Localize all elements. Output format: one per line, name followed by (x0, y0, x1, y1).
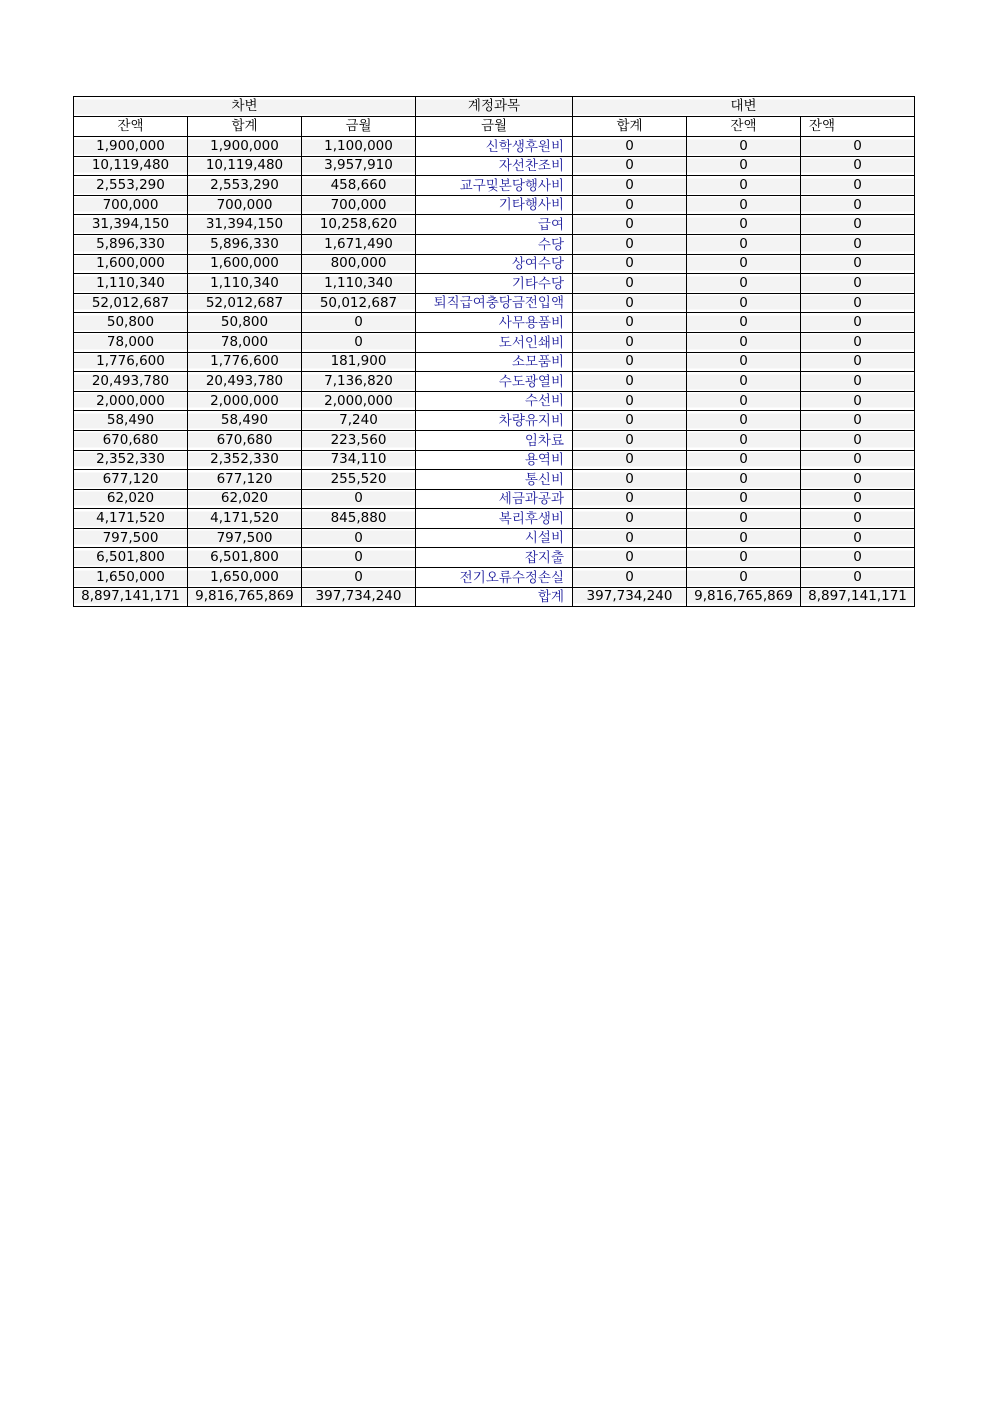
account-name-cell: 도서인쇄비 (416, 332, 573, 352)
debit-month-cell: 181,900 (302, 352, 416, 372)
credit-balance-cell: 0 (801, 509, 915, 529)
account-name-cell: 복리후생비 (416, 509, 573, 529)
credit-balance-cell: 0 (801, 470, 915, 490)
account-name-cell: 시설비 (416, 528, 573, 548)
account-name-cell: 수당 (416, 234, 573, 254)
credit-month-cell: 0 (573, 528, 687, 548)
debit-total-cell: 700,000 (188, 195, 302, 215)
debit-month-cell: 50,012,687 (302, 293, 416, 313)
debit-balance-cell: 1,900,000 (74, 137, 188, 157)
account-name-cell: 상여수당 (416, 254, 573, 274)
account-name-cell: 합계 (416, 587, 573, 607)
debit-balance-cell: 5,896,330 (74, 234, 188, 254)
debit-total-cell: 62,020 (188, 489, 302, 509)
debit-balance-cell: 50,800 (74, 313, 188, 333)
credit-total-cell: 0 (687, 234, 801, 254)
credit-balance-cell: 0 (801, 313, 915, 333)
debit-balance-cell: 20,493,780 (74, 372, 188, 392)
debit-balance-cell: 677,120 (74, 470, 188, 490)
credit-month-cell: 0 (573, 156, 687, 176)
account-name-cell: 수도광열비 (416, 372, 573, 392)
table-row (74, 176, 915, 196)
table-row (74, 548, 915, 568)
credit-balance-cell: 0 (801, 548, 915, 568)
debit-total-cell: 9,816,765,869 (188, 587, 302, 607)
debit-balance-cell: 62,020 (74, 489, 188, 509)
table-row (74, 528, 915, 548)
credit-month-cell: 0 (573, 489, 687, 509)
table-row (74, 293, 915, 313)
debit-total-cell: 4,171,520 (188, 509, 302, 529)
debit-balance-cell: 1,776,600 (74, 352, 188, 372)
credit-total-cell: 0 (687, 568, 801, 588)
account-name-cell: 소모품비 (416, 352, 573, 372)
table-row (74, 450, 915, 470)
account-name-cell: 수선비 (416, 391, 573, 411)
credit-total-cell: 0 (687, 430, 801, 450)
debit-total-cell: 52,012,687 (188, 293, 302, 313)
credit-total-cell: 0 (687, 470, 801, 490)
credit-month-cell: 0 (573, 470, 687, 490)
credit-month-cell: 0 (573, 372, 687, 392)
debit-month-cell: 223,560 (302, 430, 416, 450)
credit-total-cell: 0 (687, 293, 801, 313)
credit-balance-cell: 0 (801, 137, 915, 157)
credit-month-cell: 0 (573, 254, 687, 274)
table-row (74, 156, 915, 176)
debit-month-cell: 0 (302, 548, 416, 568)
debit-total-cell: 50,800 (188, 313, 302, 333)
debit-total-cell: 31,394,150 (188, 215, 302, 235)
credit-balance-cell: 0 (801, 156, 915, 176)
credit-balance-cell: 8,897,141,171 (801, 587, 915, 607)
credit-total-cell: 0 (687, 156, 801, 176)
debit-month-cell: 397,734,240 (302, 587, 416, 607)
credit-total-cell: 0 (687, 313, 801, 333)
credit-balance-cell: 0 (801, 274, 915, 294)
debit-balance-cell: 1,650,000 (74, 568, 188, 588)
debit-total-cell: 6,501,800 (188, 548, 302, 568)
debit-total-cell: 20,493,780 (188, 372, 302, 392)
table-row (74, 332, 915, 352)
credit-month-cell: 0 (573, 509, 687, 529)
debit-month-cell: 7,136,820 (302, 372, 416, 392)
debit-total-cell: 5,896,330 (188, 234, 302, 254)
debit-balance-cell: 8,897,141,171 (74, 587, 188, 607)
debit-total-cell: 797,500 (188, 528, 302, 548)
credit-month-cell: 0 (573, 274, 687, 294)
account-name-cell: 신학생후원비 (416, 137, 573, 157)
debit-month-cell: 0 (302, 332, 416, 352)
debit-month-cell: 1,110,340 (302, 274, 416, 294)
account-name-cell: 잡지출 (416, 548, 573, 568)
credit-balance-cell: 0 (801, 254, 915, 274)
credit-balance-cell: 0 (801, 372, 915, 392)
credit-month-cell: 0 (573, 215, 687, 235)
column-header-debit-balance: 잔액 (74, 117, 188, 137)
debit-month-cell: 1,671,490 (302, 234, 416, 254)
credit-balance-cell: 0 (801, 234, 915, 254)
debit-total-cell: 670,680 (188, 430, 302, 450)
credit-month-cell: 0 (573, 137, 687, 157)
debit-month-cell: 845,880 (302, 509, 416, 529)
credit-balance-cell: 0 (801, 430, 915, 450)
credit-balance-cell: 0 (801, 391, 915, 411)
account-name-cell: 교구및본당행사비 (416, 176, 573, 196)
credit-month-cell: 0 (573, 352, 687, 372)
credit-month-cell: 0 (573, 430, 687, 450)
debit-month-cell: 7,240 (302, 411, 416, 431)
account-name-cell: 기타행사비 (416, 195, 573, 215)
debit-total-cell: 2,352,330 (188, 450, 302, 470)
credit-month-cell: 0 (573, 411, 687, 431)
table-row (74, 234, 915, 254)
credit-month-cell: 0 (573, 313, 687, 333)
debit-header: 차변 (74, 97, 416, 117)
debit-month-cell: 1,100,000 (302, 137, 416, 157)
account-header: 계정과목 (416, 97, 573, 117)
debit-total-cell: 1,776,600 (188, 352, 302, 372)
credit-total-cell: 0 (687, 372, 801, 392)
debit-total-cell: 1,650,000 (188, 568, 302, 588)
credit-month-cell: 0 (573, 450, 687, 470)
debit-month-cell: 2,000,000 (302, 391, 416, 411)
debit-total-cell: 1,900,000 (188, 137, 302, 157)
credit-total-cell: 0 (687, 352, 801, 372)
table-row (74, 215, 915, 235)
debit-balance-cell: 6,501,800 (74, 548, 188, 568)
credit-total-cell: 0 (687, 489, 801, 509)
credit-total-cell: 0 (687, 254, 801, 274)
account-name-cell: 임차료 (416, 430, 573, 450)
debit-total-cell: 78,000 (188, 332, 302, 352)
debit-month-cell: 0 (302, 568, 416, 588)
credit-balance-cell: 0 (801, 352, 915, 372)
debit-total-cell: 677,120 (188, 470, 302, 490)
credit-balance-cell: 0 (801, 528, 915, 548)
credit-total-cell: 0 (687, 509, 801, 529)
account-name-cell: 전기오류수정손실 (416, 568, 573, 588)
debit-month-cell: 700,000 (302, 195, 416, 215)
credit-total-cell: 0 (687, 215, 801, 235)
credit-month-cell: 0 (573, 195, 687, 215)
credit-total-cell: 0 (687, 137, 801, 157)
header-row-groups (74, 97, 915, 117)
debit-balance-cell: 670,680 (74, 430, 188, 450)
table-row (74, 254, 915, 274)
debit-balance-cell: 2,000,000 (74, 391, 188, 411)
header-row-columns (74, 117, 915, 137)
debit-month-cell: 10,258,620 (302, 215, 416, 235)
table-row (74, 313, 915, 333)
account-name-cell: 급여 (416, 215, 573, 235)
debit-month-cell: 0 (302, 313, 416, 333)
table-row (74, 568, 915, 588)
column-header-credit-balance: 잔액 (687, 117, 801, 137)
table-row (74, 352, 915, 372)
trial-balance-table (73, 96, 915, 607)
debit-total-cell: 10,119,480 (188, 156, 302, 176)
credit-balance-cell: 0 (801, 293, 915, 313)
credit-total-cell: 0 (687, 548, 801, 568)
account-name-cell: 용역비 (416, 450, 573, 470)
credit-balance-cell: 0 (801, 195, 915, 215)
table-row (74, 411, 915, 431)
account-name-cell: 세금과공과 (416, 489, 573, 509)
credit-total-cell: 0 (687, 176, 801, 196)
debit-balance-cell: 58,490 (74, 411, 188, 431)
table-row (74, 372, 915, 392)
credit-header: 대변 (573, 97, 915, 117)
credit-month-cell: 0 (573, 391, 687, 411)
debit-balance-cell: 10,119,480 (74, 156, 188, 176)
table-row (74, 391, 915, 411)
column-header-credit-balance-2: 잔액 (801, 117, 915, 137)
table-body (74, 97, 915, 607)
credit-month-cell: 0 (573, 548, 687, 568)
table-row (74, 489, 915, 509)
debit-month-cell: 3,957,910 (302, 156, 416, 176)
debit-total-cell: 1,600,000 (188, 254, 302, 274)
credit-month-cell: 0 (573, 234, 687, 254)
debit-month-cell: 0 (302, 489, 416, 509)
account-name-cell: 차량유지비 (416, 411, 573, 431)
debit-month-cell: 734,110 (302, 450, 416, 470)
debit-balance-cell: 31,394,150 (74, 215, 188, 235)
debit-month-cell: 0 (302, 528, 416, 548)
credit-balance-cell: 0 (801, 411, 915, 431)
credit-total-cell: 0 (687, 332, 801, 352)
column-header-account-month: 금월 (416, 117, 573, 137)
credit-balance-cell: 0 (801, 489, 915, 509)
debit-total-cell: 2,553,290 (188, 176, 302, 196)
total-row (74, 587, 915, 607)
credit-month-cell: 0 (573, 176, 687, 196)
debit-balance-cell: 1,600,000 (74, 254, 188, 274)
debit-balance-cell: 700,000 (74, 195, 188, 215)
debit-balance-cell: 1,110,340 (74, 274, 188, 294)
debit-balance-cell: 4,171,520 (74, 509, 188, 529)
credit-balance-cell: 0 (801, 176, 915, 196)
debit-month-cell: 458,660 (302, 176, 416, 196)
credit-total-cell: 0 (687, 450, 801, 470)
debit-balance-cell: 2,553,290 (74, 176, 188, 196)
table-row (74, 137, 915, 157)
credit-total-cell: 0 (687, 411, 801, 431)
table-row (74, 274, 915, 294)
credit-total-cell: 9,816,765,869 (687, 587, 801, 607)
column-header-credit-total: 합계 (573, 117, 687, 137)
column-header-debit-month: 금월 (302, 117, 416, 137)
debit-balance-cell: 2,352,330 (74, 450, 188, 470)
credit-total-cell: 0 (687, 528, 801, 548)
debit-month-cell: 255,520 (302, 470, 416, 490)
credit-balance-cell: 0 (801, 568, 915, 588)
account-name-cell: 사무용품비 (416, 313, 573, 333)
credit-total-cell: 0 (687, 195, 801, 215)
credit-total-cell: 0 (687, 274, 801, 294)
credit-month-cell: 397,734,240 (573, 587, 687, 607)
debit-total-cell: 2,000,000 (188, 391, 302, 411)
debit-month-cell: 800,000 (302, 254, 416, 274)
debit-balance-cell: 78,000 (74, 332, 188, 352)
account-name-cell: 기타수당 (416, 274, 573, 294)
account-name-cell: 통신비 (416, 470, 573, 490)
credit-total-cell: 0 (687, 391, 801, 411)
credit-month-cell: 0 (573, 332, 687, 352)
debit-total-cell: 1,110,340 (188, 274, 302, 294)
debit-total-cell: 58,490 (188, 411, 302, 431)
account-name-cell: 퇴직급여충당금전입액 (416, 293, 573, 313)
table-row (74, 509, 915, 529)
credit-month-cell: 0 (573, 293, 687, 313)
credit-month-cell: 0 (573, 568, 687, 588)
table-row (74, 470, 915, 490)
debit-balance-cell: 52,012,687 (74, 293, 188, 313)
debit-balance-cell: 797,500 (74, 528, 188, 548)
column-header-debit-total: 합계 (188, 117, 302, 137)
credit-balance-cell: 0 (801, 332, 915, 352)
table-row (74, 195, 915, 215)
account-name-cell: 자선찬조비 (416, 156, 573, 176)
credit-balance-cell: 0 (801, 215, 915, 235)
credit-balance-cell: 0 (801, 450, 915, 470)
table-row (74, 430, 915, 450)
